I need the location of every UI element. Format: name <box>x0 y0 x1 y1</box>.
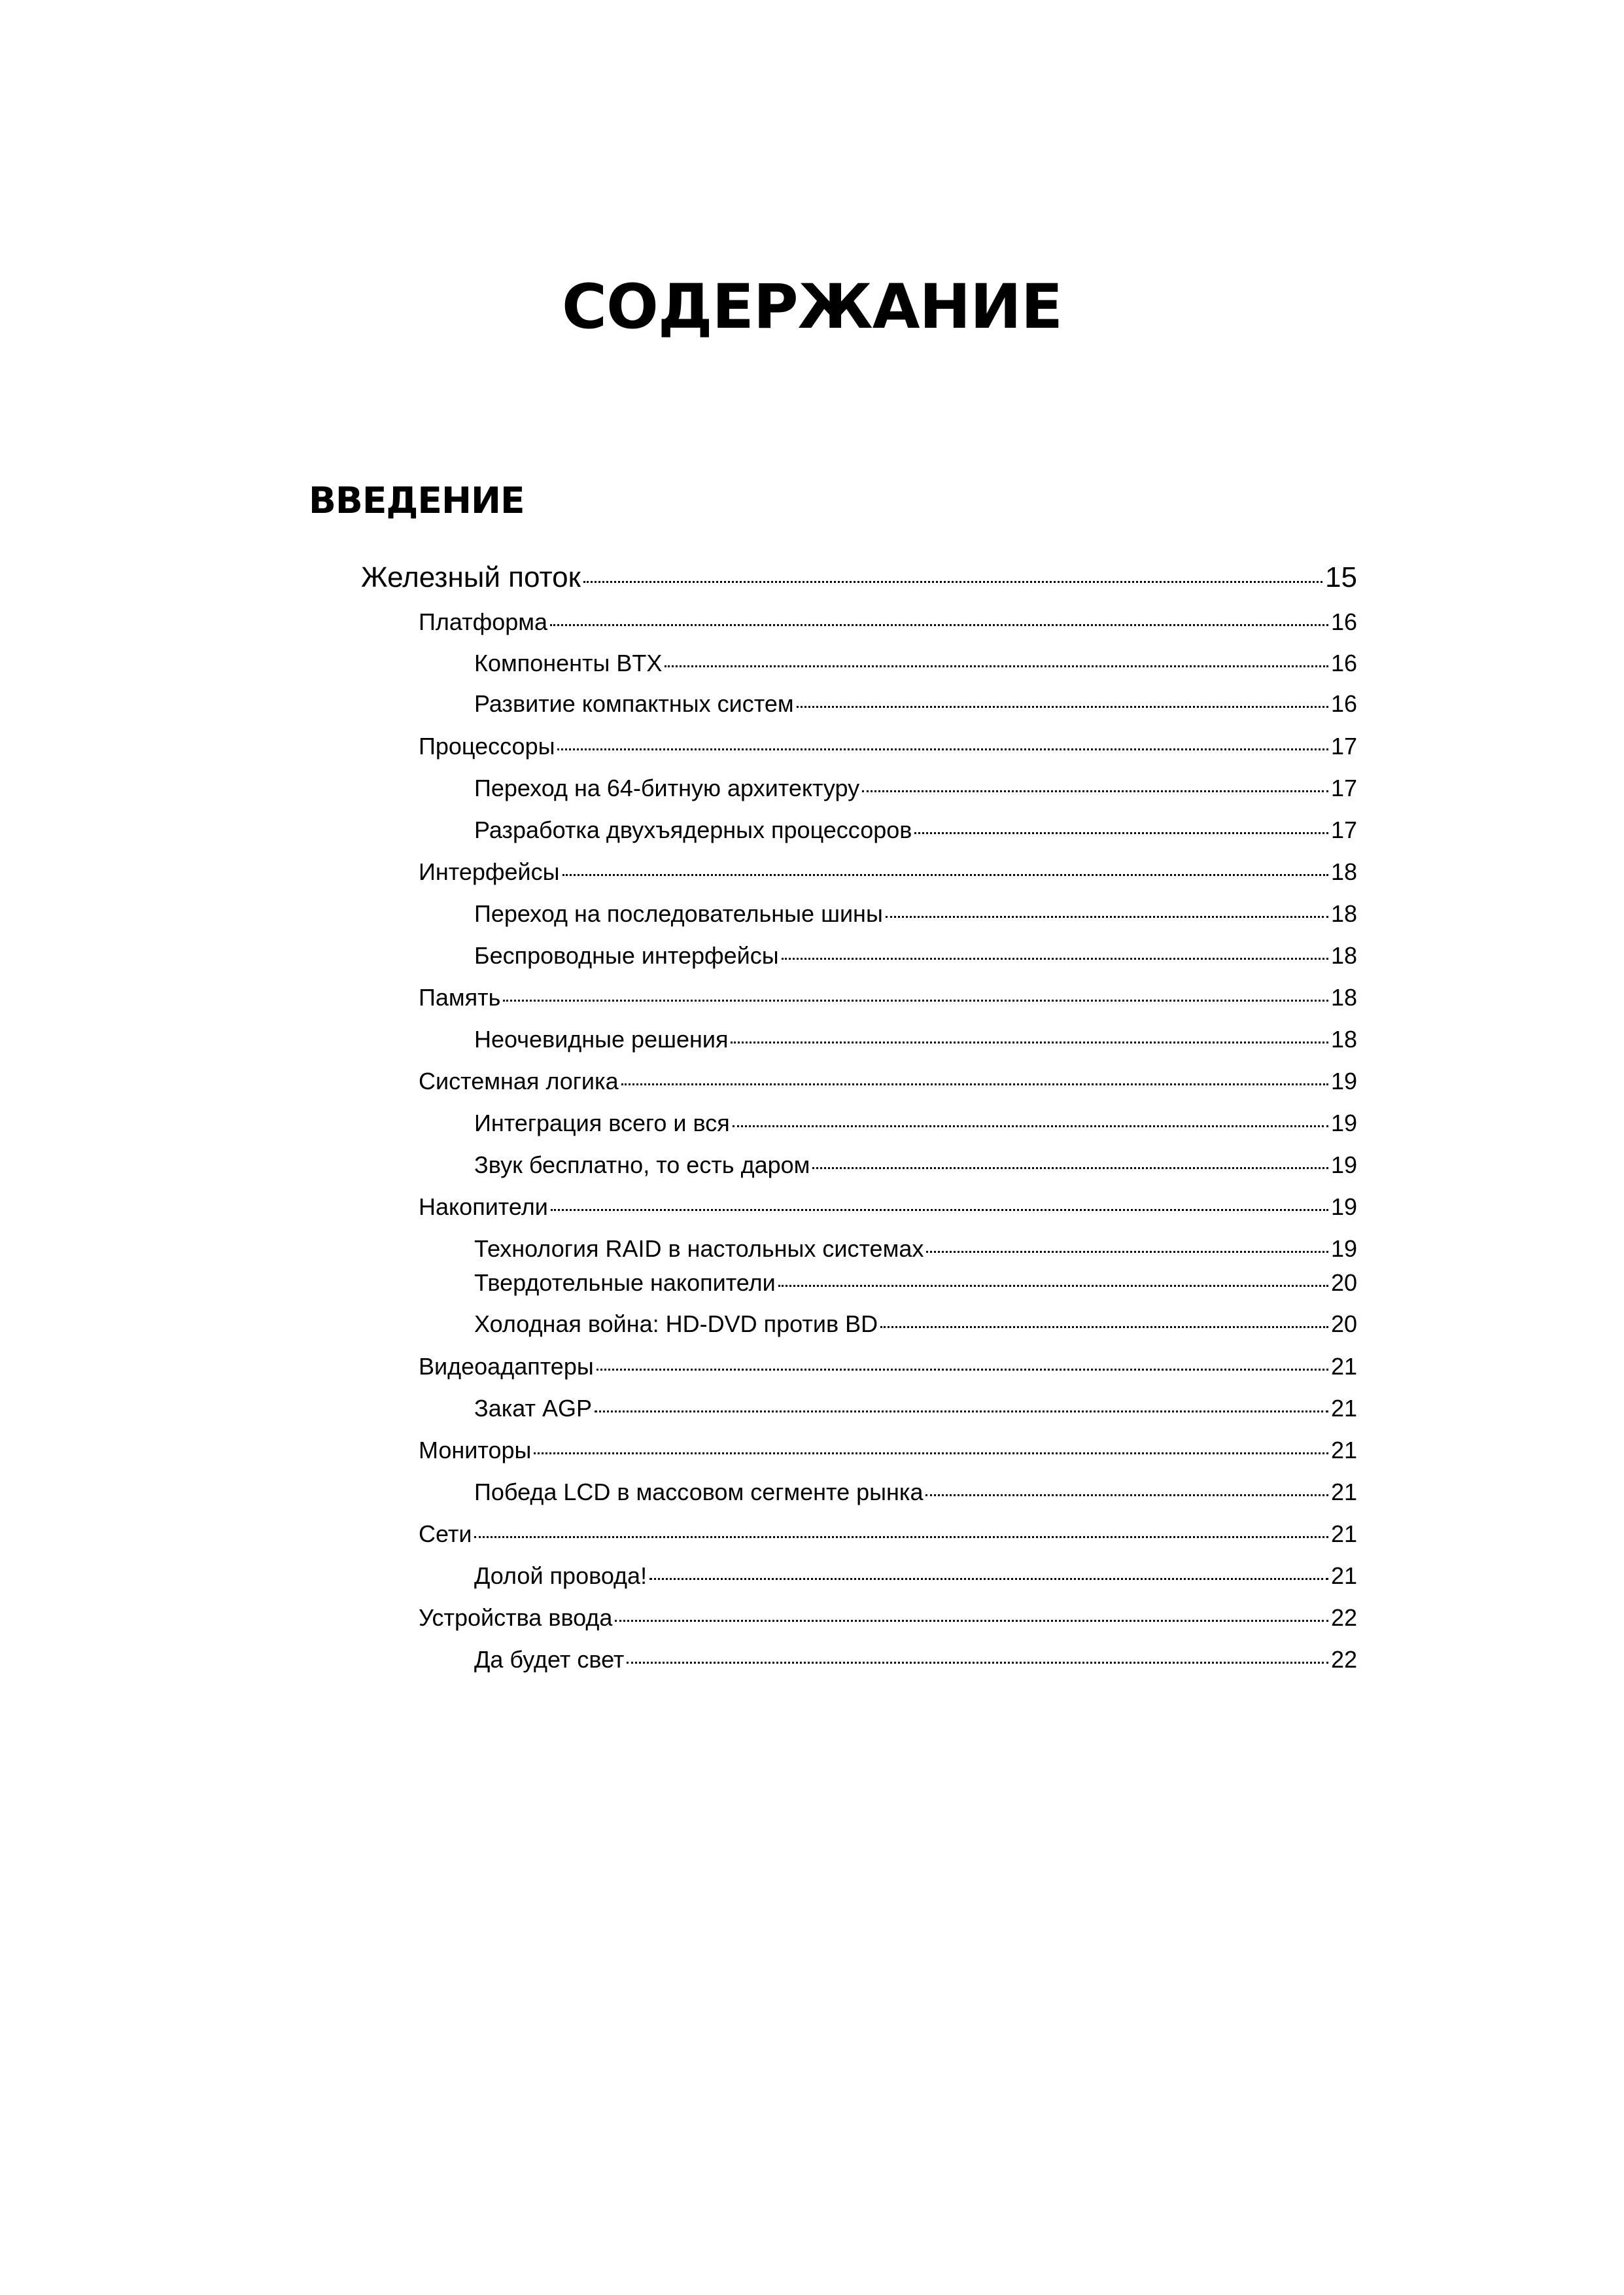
toc-entry-section[interactable] <box>419 1353 1357 1383</box>
toc-entry-subsection[interactable] <box>474 690 1357 720</box>
toc-entry-label: Сети <box>419 1520 472 1547</box>
toc-entry-section[interactable] <box>419 858 1357 888</box>
toc-entry-subsection[interactable] <box>474 1235 1357 1265</box>
toc-entry-subsection[interactable] <box>474 1395 1357 1425</box>
toc-entry-page: 21 <box>1330 1479 1357 1505</box>
toc-entry-label: Интеграция всего и вся <box>474 1110 730 1136</box>
dot-leader <box>562 874 1328 876</box>
dot-leader <box>557 748 1328 750</box>
toc-entry-label: Неочевидные решения <box>474 1026 729 1053</box>
dot-leader <box>778 1285 1328 1287</box>
toc-entry-label: Процессоры <box>419 733 555 760</box>
toc-entry-label: Железный поток <box>361 561 581 593</box>
toc-entry-subsection[interactable] <box>474 816 1357 847</box>
toc-entry-page: 17 <box>1330 775 1357 801</box>
dot-leader <box>551 1209 1328 1211</box>
toc-entry-page: 20 <box>1330 1310 1357 1337</box>
toc-entry-page: 19 <box>1330 1151 1357 1178</box>
toc-entry-page: 19 <box>1330 1110 1357 1136</box>
toc-entry-label: Разработка двухъядерных процессоров <box>474 816 912 843</box>
toc-entry-subsection[interactable] <box>474 650 1357 680</box>
toc-entry-subsection[interactable] <box>474 1479 1357 1509</box>
toc-entry-page: 22 <box>1330 1646 1357 1673</box>
toc-entry-section[interactable] <box>419 608 1357 639</box>
toc-entry-subsection[interactable] <box>474 900 1357 930</box>
dot-leader <box>615 1620 1328 1622</box>
toc-entry-page: 18 <box>1330 942 1357 969</box>
toc-entry-subsection[interactable] <box>474 1310 1357 1340</box>
dot-leader <box>595 1410 1328 1412</box>
dot-leader <box>733 1125 1328 1127</box>
toc-entry-label: Накопители <box>419 1193 548 1220</box>
toc-entry-label: Память <box>419 984 501 1011</box>
dot-leader <box>665 665 1328 667</box>
toc-entry-subsection[interactable] <box>474 1646 1357 1676</box>
toc-entry-label: Переход на 64-битную архитектуру <box>474 775 860 801</box>
toc-entry-subsection[interactable] <box>474 1026 1357 1056</box>
toc-entry-page: 22 <box>1330 1604 1357 1631</box>
dot-leader <box>914 832 1328 834</box>
toc-entry-page: 17 <box>1330 816 1357 843</box>
toc-entry-page: 18 <box>1330 1026 1357 1053</box>
dot-leader <box>550 624 1328 626</box>
toc-entry-page: 19 <box>1330 1193 1357 1220</box>
dot-leader <box>583 581 1322 583</box>
toc-entry-label: Мониторы <box>419 1437 532 1463</box>
dot-leader <box>503 1000 1328 1002</box>
toc-entry-subsection[interactable] <box>474 1151 1357 1182</box>
toc-entry-subsection[interactable] <box>474 1562 1357 1592</box>
dot-leader <box>926 1251 1328 1253</box>
toc-entry-page: 18 <box>1330 858 1357 885</box>
toc-entry-label: Да будет свет <box>474 1646 625 1673</box>
toc-entry-subsection[interactable] <box>474 942 1357 972</box>
toc-entry-page: 19 <box>1330 1235 1357 1262</box>
toc-entry-page: 21 <box>1330 1562 1357 1589</box>
dot-leader <box>886 916 1328 918</box>
dot-leader <box>925 1494 1328 1496</box>
toc-entry-page: 19 <box>1330 1068 1357 1095</box>
toc-entry-section[interactable] <box>419 733 1357 763</box>
toc-entry-page: 18 <box>1330 984 1357 1011</box>
toc-entry-label: Развитие компактных систем <box>474 690 794 717</box>
dot-leader <box>621 1083 1328 1085</box>
dot-leader <box>782 958 1328 960</box>
toc-entry-label: Видеоадаптеры <box>419 1353 594 1380</box>
toc-entry-label: Системная логика <box>419 1068 619 1095</box>
toc-entry-section[interactable] <box>419 1068 1357 1098</box>
toc-entry-page: 21 <box>1330 1520 1357 1547</box>
toc-entry-section[interactable] <box>419 1520 1357 1550</box>
dot-leader <box>534 1452 1328 1454</box>
toc-entry-page: 18 <box>1330 900 1357 927</box>
dot-leader <box>627 1662 1328 1664</box>
toc-entry-label: Холодная война: HD-DVD против BD <box>474 1310 878 1337</box>
dot-leader <box>731 1042 1328 1043</box>
dot-leader <box>862 790 1328 792</box>
toc-entry-section[interactable] <box>419 984 1357 1014</box>
toc-entry-label: Долой провода! <box>474 1562 648 1589</box>
toc-entry-page: 16 <box>1330 650 1357 676</box>
toc-entry-label: Компоненты BTX <box>474 650 663 676</box>
toc-entry-page: 16 <box>1330 690 1357 717</box>
toc-entry-label: Переход на последовательные шины <box>474 900 883 927</box>
toc-entry-label: Платформа <box>419 608 548 635</box>
dot-leader <box>797 706 1328 708</box>
toc-entry-label: Интерфейсы <box>419 858 560 885</box>
toc-entry-subsection[interactable] <box>474 775 1357 805</box>
dot-leader <box>596 1369 1328 1371</box>
toc-entry-page: 21 <box>1330 1395 1357 1422</box>
toc-entry-label: Закат AGP <box>474 1395 593 1422</box>
toc-entry-chapter[interactable] <box>361 561 1357 598</box>
toc-entry-label: Победа LCD в массовом сегменте рынка <box>474 1479 924 1505</box>
toc-entry-label: Беспроводные интерфейсы <box>474 942 779 969</box>
dot-leader <box>474 1536 1328 1538</box>
toc-entry-page: 16 <box>1330 608 1357 635</box>
toc-entry-page: 20 <box>1330 1269 1357 1296</box>
page-title: СОДЕРЖАНИЕ <box>561 272 1063 343</box>
toc-entry-label: Твердотельные накопители <box>474 1269 776 1296</box>
toc-entry-page: 21 <box>1330 1437 1357 1463</box>
toc-entry-page: 21 <box>1330 1353 1357 1380</box>
toc-entry-section[interactable] <box>419 1193 1357 1223</box>
dot-leader <box>649 1578 1328 1580</box>
toc-entry-section[interactable] <box>419 1604 1357 1634</box>
toc-entry-page: 15 <box>1325 561 1357 593</box>
dot-leader <box>812 1167 1328 1169</box>
toc-entry-page: 17 <box>1330 733 1357 760</box>
toc-entry-label: Устройства ввода <box>419 1604 613 1631</box>
dot-leader <box>880 1326 1328 1328</box>
toc-entry-subsection[interactable] <box>474 1269 1357 1299</box>
section-heading: ВВЕДЕНИЕ <box>309 480 525 521</box>
toc-entry-label: Звук бесплатно, то есть даром <box>474 1151 810 1178</box>
toc-entry-section[interactable] <box>419 1437 1357 1467</box>
toc-entry-subsection[interactable] <box>474 1110 1357 1140</box>
toc-entry-label: Технология RAID в настольных системах <box>474 1235 924 1262</box>
